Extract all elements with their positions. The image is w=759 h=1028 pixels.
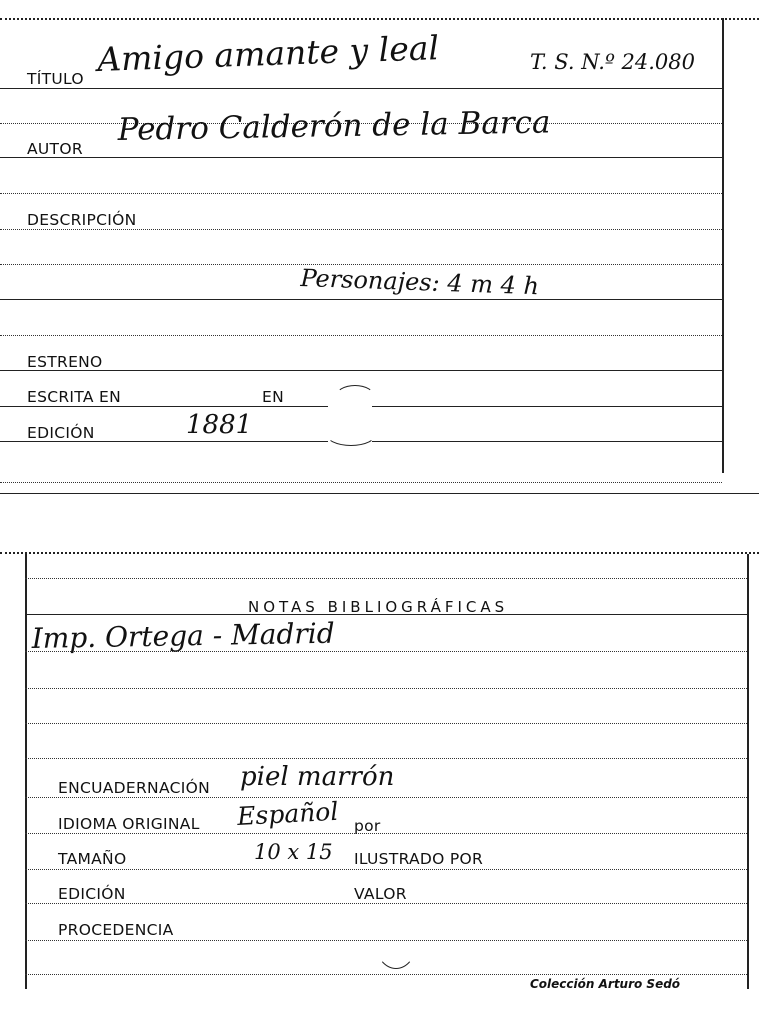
handwritten-tamano: 10 x 15 <box>254 840 333 864</box>
handwritten-edicion: 1881 <box>186 410 253 440</box>
handwritten-titulo: Amigo amante y leal <box>96 28 440 79</box>
rule-line <box>0 88 722 89</box>
rule-line <box>25 688 747 689</box>
label-encuadernacion: ENCUADERNACIÓN <box>58 779 210 797</box>
rule-line <box>25 797 747 798</box>
label-ilustrado-por: ILUSTRADO POR <box>354 850 484 868</box>
ink-mark <box>375 915 417 969</box>
label-valor: VALOR <box>354 885 407 903</box>
card-left-border <box>25 554 27 989</box>
notas-heading: NOTAS BIBLIOGRÁFICAS <box>248 598 509 616</box>
rule-line <box>0 406 328 407</box>
rule-line <box>25 869 747 870</box>
rule-line <box>25 903 747 904</box>
catalog-card-back <box>0 540 759 1028</box>
label-estreno: ESTRENO <box>27 353 103 371</box>
label-escrita-en: ESCRITA EN <box>27 388 121 406</box>
label-descripcion: DESCRIPCIÓN <box>27 211 137 229</box>
card-right-border <box>747 554 749 989</box>
label-procedencia: PROCEDENCIA <box>58 921 174 939</box>
handwritten-descripcion: Personajes: 4 m 4 h <box>300 264 540 301</box>
rule-line <box>25 974 747 975</box>
catalog-card-front <box>0 0 759 495</box>
handwritten-autor: Pedro Calderón de la Barca <box>117 104 551 148</box>
rule-line <box>0 370 722 371</box>
handwritten-notas: Imp. Ortega - Madrid <box>31 616 335 655</box>
rule-line <box>25 833 747 834</box>
label-tamano: TAMAÑO <box>58 850 127 868</box>
card-bottom-edge <box>0 493 759 494</box>
card-top-edge <box>0 18 759 20</box>
rule-line <box>372 441 722 442</box>
label-idioma-original: IDIOMA ORIGINAL <box>58 815 200 833</box>
label-titulo: TÍTULO <box>27 70 84 88</box>
handwritten-catalog-number: T. S. N.º 24.080 <box>530 50 695 74</box>
handwritten-idioma: Español <box>236 796 340 831</box>
rule-line <box>25 723 747 724</box>
label-edicion-back: EDICIÓN <box>58 885 126 903</box>
label-en: EN <box>262 388 284 406</box>
rule-line <box>0 335 722 336</box>
rule-line <box>25 578 747 579</box>
card-top-edge <box>0 552 759 554</box>
rule-line <box>0 157 722 158</box>
rule-line <box>0 299 722 300</box>
ink-mark <box>335 385 375 409</box>
rule-line <box>25 758 747 759</box>
card-right-border <box>722 18 724 473</box>
label-por: por <box>354 817 381 835</box>
label-edicion: EDICIÓN <box>27 424 95 442</box>
rule-line <box>0 193 722 194</box>
rule-line <box>372 406 722 407</box>
collection-footer: Colección Arturo Sedó <box>530 977 681 991</box>
rule-line <box>0 482 722 483</box>
handwritten-encuadernacion: piel marrón <box>240 762 395 792</box>
ink-mark <box>325 420 377 446</box>
rule-line <box>0 229 722 230</box>
label-autor: AUTOR <box>27 140 83 158</box>
rule-line <box>0 264 722 265</box>
